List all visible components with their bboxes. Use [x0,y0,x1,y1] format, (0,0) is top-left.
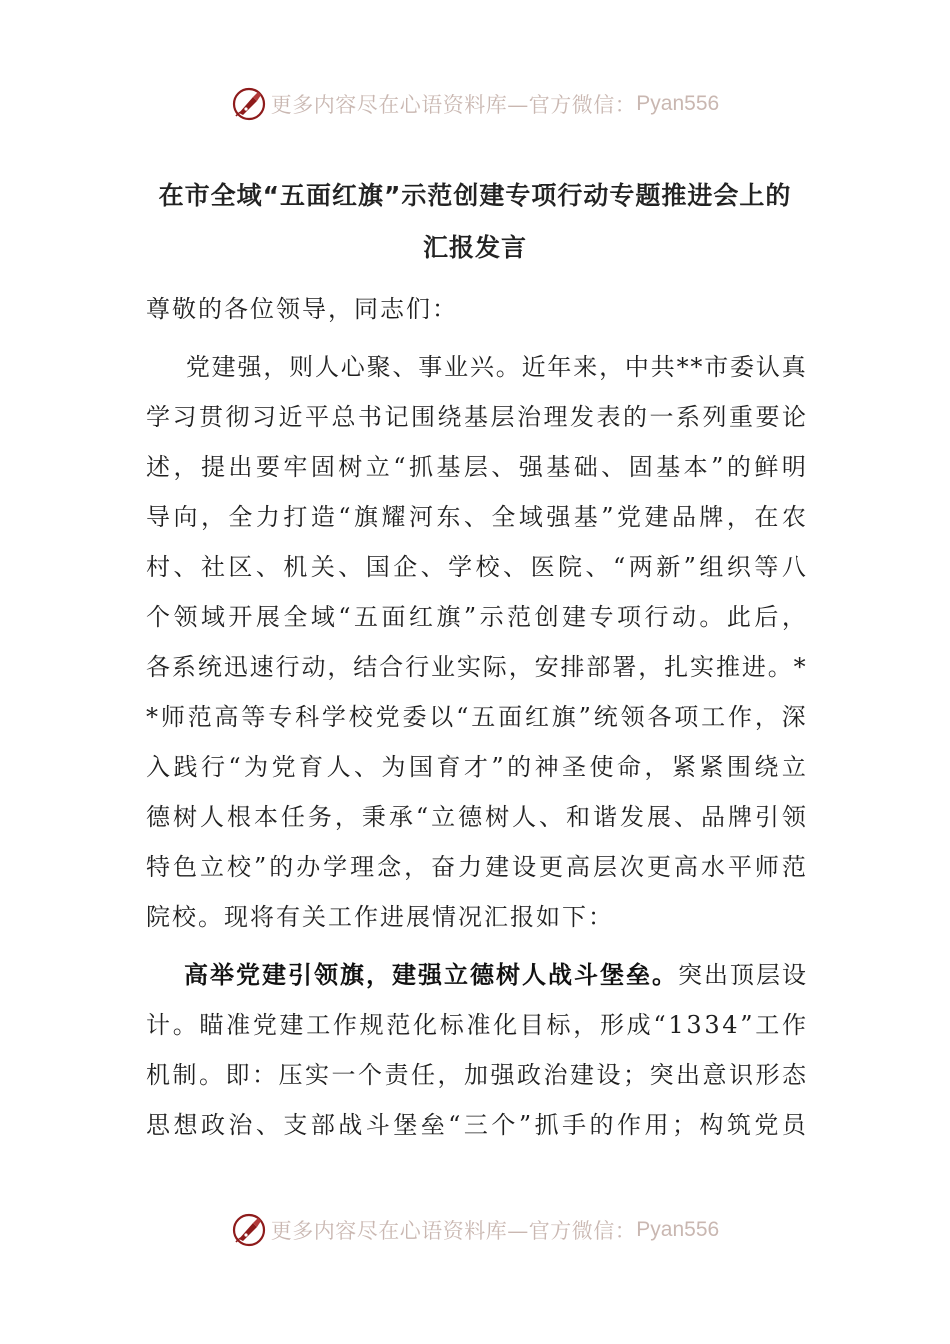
paragraph-line: 个 领 域 开 展 全 域 “ 五 面 红 旗 ” 示 范 创 建 专 项 行 动 。 此 后 ， [146,603,806,631]
watermark-wechat-id: Pyan556 [636,92,720,115]
paragraph-line: 述 ， 提 出 要 牢 固 树 立 “ 抓 基 层 、 强 基 础 、 固 基 本 ” 的 鲜 明 [146,453,806,481]
document-body [146,284,806,1150]
paragraph-line: 导 向 ， 全 力 打 造 “ 旗 耀 河 东 、 全 域 强 基 ” 党 建 品 牌 ， 在 农 [146,503,806,531]
paragraph-line: * 师 范 高 等 专 科 学 校 党 委 以 “ 五 面 红 旗 ” 统 领 各 项 工 作 ， 深 [146,703,806,731]
paragraph-line: 机 制 。 即 ： 压 实 一 个 责 任 ， 加 强 政 治 建 设 ； 突 出 意 识 形 态 [146,1061,806,1089]
paragraph-line: 计 。 瞄 准 党 建 工 作 规 范 化 标 准 化 目 标 ， 形 成 “ 1 3 3 4 ” 工 作 [146,1011,806,1039]
watermark-banner-bottom [0,1208,950,1252]
pen-nib-circle-icon [231,1212,267,1248]
greeting: 尊敬的各位领导，同志们： [146,295,458,323]
paragraph-2 [146,950,806,1150]
paragraph-line: 党 建 强 ， 则 人 心 聚 、 事 业 兴 。 近 年 来 ， 中 共 * * 市 委 认 真 [185,353,806,381]
watermark-banner-top [0,82,950,126]
paragraph-line: 德 树 人 根 本 任 务 ， 秉 承 “ 立 德 树 人 、 和 谐 发 展 、 品 牌 引 领 [146,803,806,831]
watermark-text: 更多内容尽在心语资料库—官方微信： [270,93,637,117]
document-title-line-2: 汇报发言 [422,233,527,262]
paragraph-line: 院校。现将有关工作进展情况汇报如下： [146,903,614,931]
pen-nib-circle-icon [231,86,267,122]
paragraph-line: 学 习 贯 彻 习 近 平 总 书 记 围 绕 基 层 治 理 发 表 的 一 系 列 重 要 论 [146,403,806,431]
paragraph-line: 各 系 统 迅 速 行 动 ， 结 合 行 业 实 际 ， 安 排 部 署 ， 扎 实 推 进 。 * [146,653,806,681]
paragraph-1 [146,342,806,942]
watermark-wechat-id: Pyan556 [636,1218,720,1241]
paragraph-2-first-line: 高 举 党 建 引 领 旗 ， 建 强 立 德 树 人 战 斗 堡 垒 。 突 出 顶 层 设 [184,961,806,989]
paragraph-line: 特 色 立 校 ” 的 办 学 理 念 ， 奋 力 建 设 更 高 层 次 更 高 水 平 师 范 [146,853,806,881]
watermark-text: 更多内容尽在心语资料库—官方微信： [270,1219,637,1243]
document-title-line-1: 在市全域“五面红旗”示范创建专项行动专题推进会上的 [158,181,792,210]
paragraph-line: 入 践 行 “ 为 党 育 人 、 为 国 育 才 ” 的 神 圣 使 命 ， 紧 紧 围 绕 立 [146,753,806,781]
paragraph-line: 村 、 社 区 、 机 关 、 国 企 、 学 校 、 医 院 、 “ 两 新 ” 组 织 等 八 [146,553,806,581]
paragraph-line: 思 想 政 治 、 支 部 战 斗 堡 垒 “ 三 个 ” 抓 手 的 作 用 ； 构 筑 党 员 [146,1111,806,1139]
